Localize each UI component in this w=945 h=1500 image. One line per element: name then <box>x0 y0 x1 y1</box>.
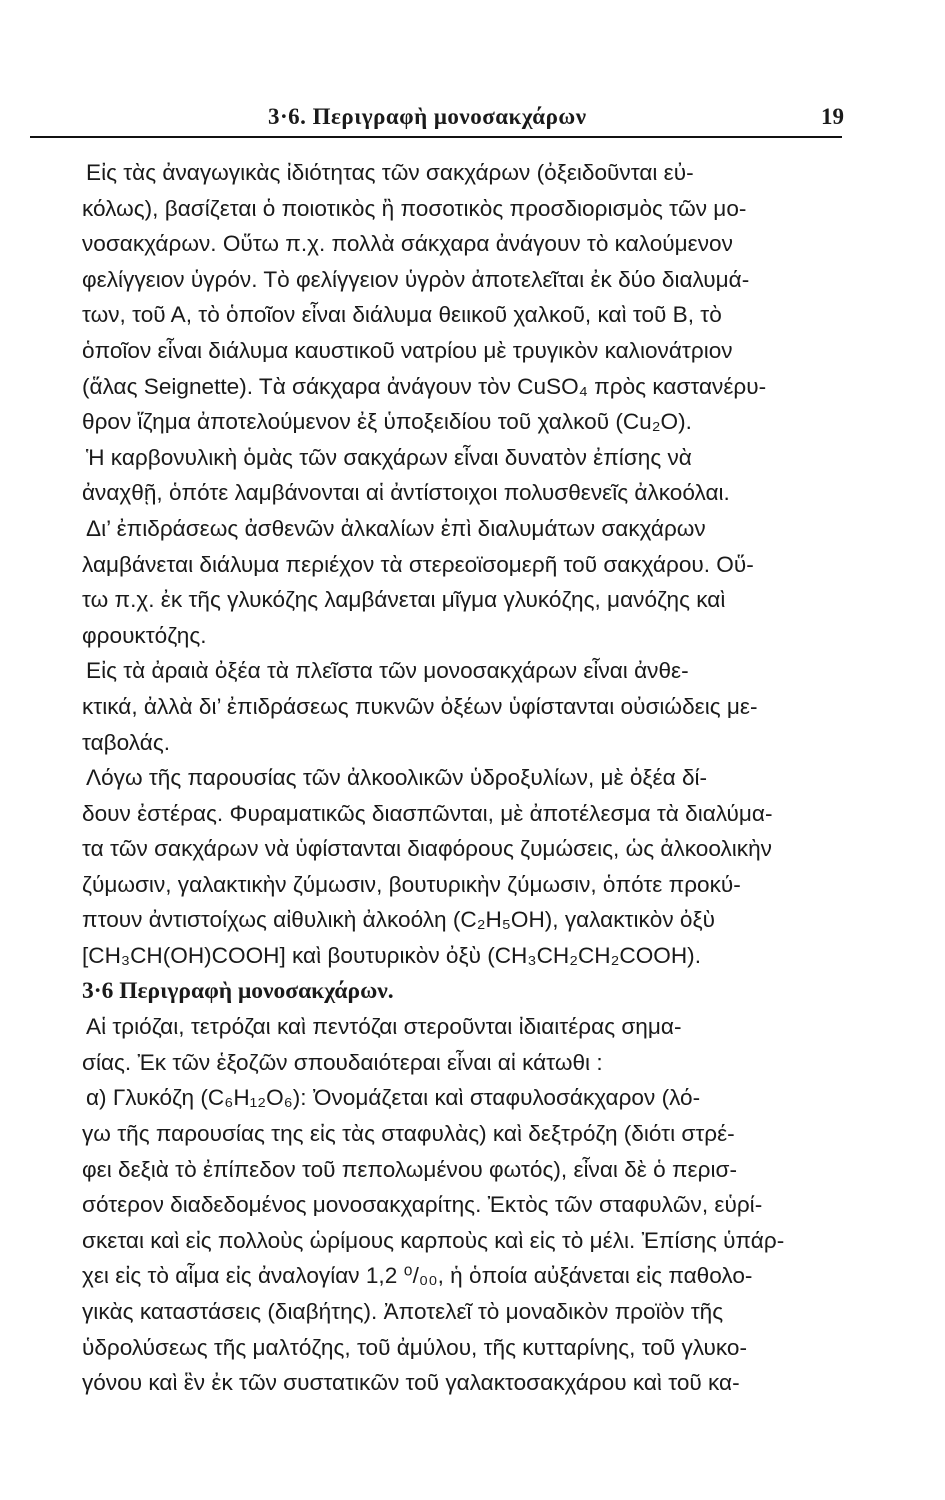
text-line: Αἱ τριόζαι, τετρόζαι καὶ πεντόζαι στεροῦνται ἰδιαιτέρας σημα- <box>86 1014 682 1040</box>
text-line: γόνου καὶ ἓν ἐκ τῶν συστατικῶν τοῦ γαλακτοσακχάρου καὶ τοῦ κα- <box>82 1370 740 1396</box>
text-line: α) Γλυκόζη (C₆H₁₂O₆): Ὀνομάζεται καὶ σταφυλοσάκχαρον (λό- <box>86 1085 701 1111</box>
text-line: των, τοῦ Α, τὸ ὁποῖον εἶναι διάλυμα θειικοῦ χαλκοῦ, καὶ τοῦ Β, τὸ <box>82 302 722 328</box>
text-line: Εἰς τὰς ἀναγωγικὰς ἰδιότητας τῶν σακχάρων (ὀξειδοῦνται εὐ- <box>86 160 694 185</box>
text-line: Λόγω τῆς παρουσίας τῶν ἀλκοολικῶν ὑδροξυλίων, μὲ ὀξέα δί- <box>86 765 708 791</box>
text-line: ἀναχθῇ, ὁπότε λαμβάνονται αἱ ἀντίστοιχοι πολυσθενεῖς ἀλκοόλαι. <box>82 480 730 506</box>
text-line: ὁποῖον εἶναι διάλυμα καυστικοῦ νατρίου μὲ τρυγικὸν καλιονάτριον <box>82 337 733 363</box>
text-line: ταβολάς. <box>82 729 170 755</box>
text-line: ζύμωσιν, γαλακτικὴν ζύμωσιν, βουτυρικὴν ζύμωσιν, ὁπότε προκύ- <box>82 871 741 897</box>
text-line: κτικά, ἀλλὰ δι’ ἐπιδράσεως πυκνῶν ὀξέων ὑφίστανται οὐσιώδεις με- <box>82 693 758 719</box>
text-line: χει εἰς τὸ αἷμα εἰς ἀναλογίαν 1,2 ⁰/₀₀, ἡ ὁποία αὐξάνεται εἰς παθολο- <box>82 1263 753 1289</box>
text-line: σίας. Ἐκ τῶν ἑξοζῶν σπουδαιότεραι εἶναι αἱ κάτωθι : <box>82 1049 603 1075</box>
text-line: φει δεξιὰ τὸ ἐπίπεδον τοῦ πεπολωμένου φωτός), εἶναι δὲ ὁ περισ- <box>82 1156 737 1182</box>
text-line: γω τῆς παρουσίας της εἰς τὰς σταφυλὰς) καὶ δεξτρόζη (διότι στρέ- <box>82 1121 735 1147</box>
text-line: δουν ἐστέρας. Φυραματικῶς διασπῶνται, μὲ ἀποτέλεσμα τὰ διαλύμα- <box>82 800 773 826</box>
page-number: 19 <box>821 104 844 129</box>
text-line: Δι’ ἐπιδράσεως ἀσθενῶν ἀλκαλίων ἐπὶ διαλυμάτων σακχάρων <box>86 515 706 541</box>
text-line: (ἅλας Seignette). Τὰ σάκχαρα ἀνάγουν τὸν CuSO₄ πρὸς καστανέρυ- <box>82 373 767 399</box>
text-line: κόλως), βασίζεται ὁ ποιοτικὸς ἢ ποσοτικὸς προσδιορισμὸς τῶν μο- <box>82 195 747 221</box>
text-line: [CH₃CH(OH)COOH] καὶ βουτυρικὸν ὀξὺ (CH₃CH₂CH₂COOH). <box>82 943 701 969</box>
running-title: 3·6. Περιγραφὴ μονοσακχάρων <box>268 104 587 129</box>
text-line: τα τῶν σακχάρων νὰ ὑφίστανται διαφόρους ζυμώσεις, ὡς ἀλκοολικὴν <box>82 836 772 862</box>
text-line: φρουκτόζης. <box>82 622 207 648</box>
text-line: Ἡ καρβονυλικὴ ὁμὰς τῶν σακχάρων εἶναι δυνατὸν ἐπίσης νὰ <box>86 444 692 470</box>
text-line: Εἰς τὰ ἀραιὰ ὀξέα τὰ πλεῖστα τῶν μονοσακχάρων εἶναι ἀνθε- <box>86 658 689 684</box>
text-line: φελίγγειον ὑγρόν. Τὸ φελίγγειον ὑγρὸν ἀποτελεῖται ἐκ δύο διαλυμά- <box>82 266 750 292</box>
text-line: θρον ἵζημα ἀποτελούμενον ἐξ ὑποξειδίου τοῦ χαλκοῦ (Cu₂O). <box>82 409 692 435</box>
text-line: τω π.χ. ἐκ τῆς γλυκόζης λαμβάνεται μῖγμα γλυκόζης, μανόζης καὶ <box>82 587 726 613</box>
running-header <box>80 100 850 140</box>
section-heading: 3·6 Περιγραφὴ μονοσακχάρων. <box>82 977 394 1004</box>
text-line: ὑδρολύσεως τῆς μαλτόζης, τοῦ ἀμύλου, τῆς κυτταρίνης, τοῦ γλυκο- <box>82 1334 748 1360</box>
header-rule <box>30 136 842 138</box>
body-text <box>82 155 840 1401</box>
text-line: νοσακχάρων. Οὕτω π.χ. πολλὰ σάκχαρα ἀνάγουν τὸ καλούμενον <box>82 231 733 257</box>
section-heading-line <box>82 974 840 1010</box>
text-line: γικὰς καταστάσεις (διαβήτης). Ἀποτελεῖ τὸ μοναδικὸν προϊὸν τῆς <box>82 1299 724 1324</box>
text-line: σκεται καὶ εἰς πολλοὺς ὡρίμους καρποὺς καὶ εἰς τὸ μέλι. Ἐπίσης ὑπάρ- <box>82 1227 785 1253</box>
text-line: λαμβάνεται διάλυμα περιέχον τὰ στερεοϊσομερῆ τοῦ σακχάρου. Οὕ- <box>82 551 754 577</box>
text-line: πτουν ἀντιστοίχως αἰθυλικὴ ἀλκοόλη (C₂H₅OH), γαλακτικὸν ὀξὺ <box>82 907 715 933</box>
text-line: σότερον διαδεδομένος μονοσακχαρίτης. Ἐκτὸς τῶν σταφυλῶν, εὑρί- <box>82 1192 763 1218</box>
